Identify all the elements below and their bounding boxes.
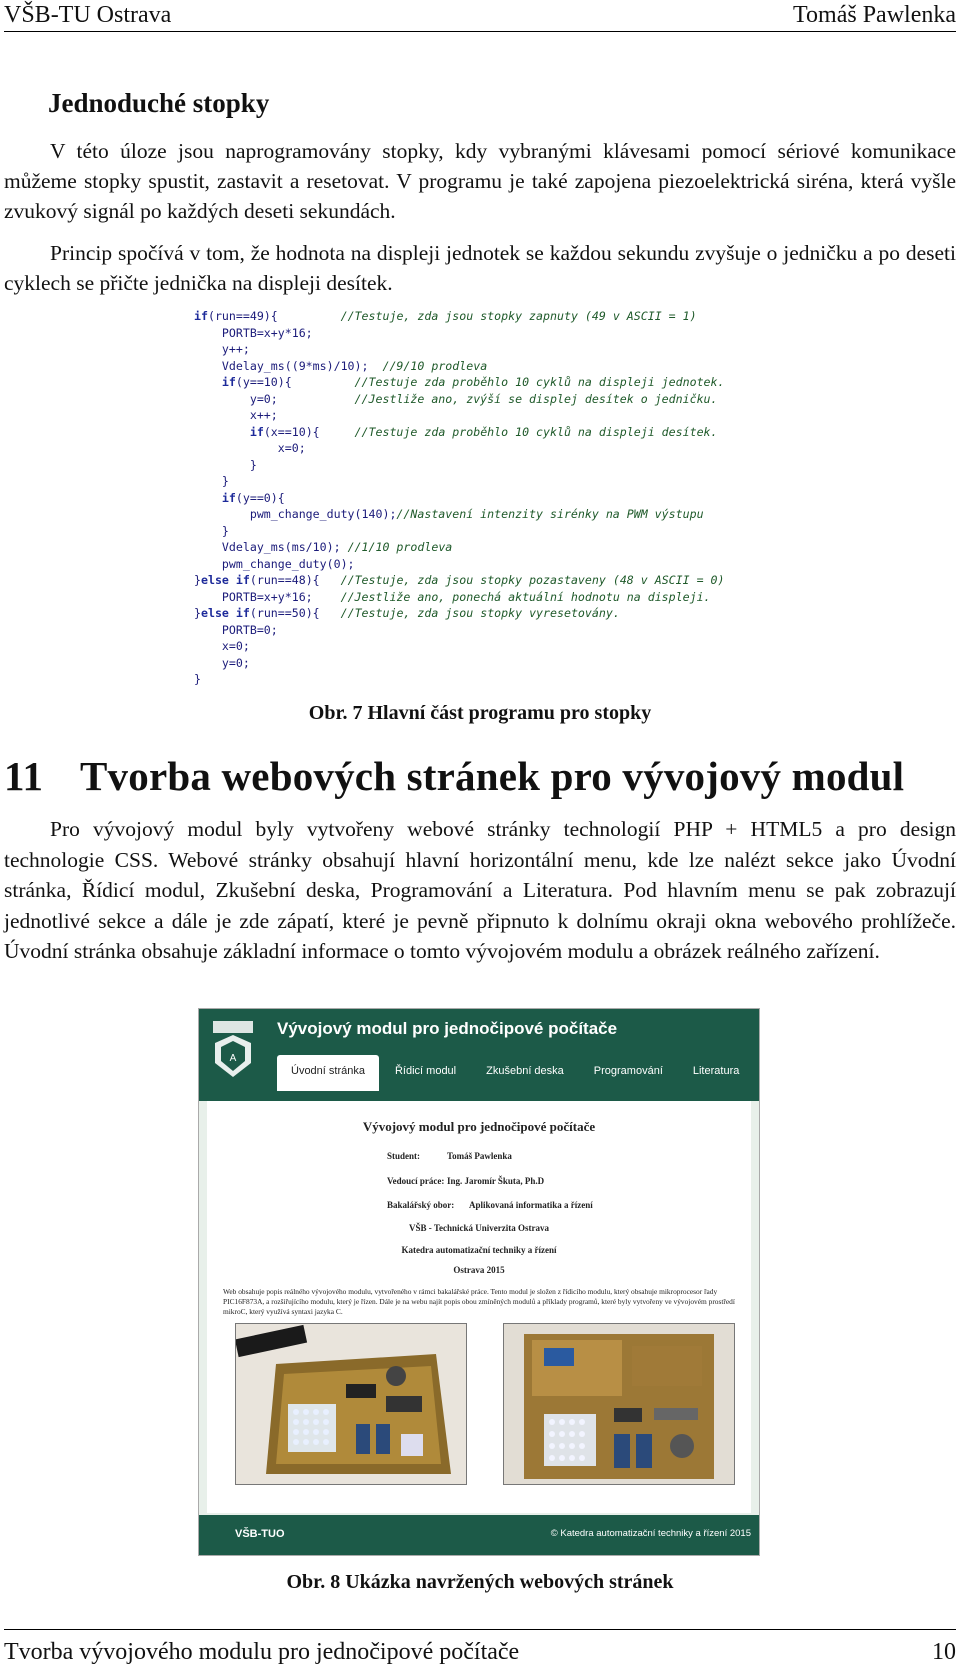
- footer-thesis-title: Tvorba vývojového modulu pro jednočipové počítače: [4, 1639, 520, 1665]
- header-author: Tomáš Pawlenka: [793, 2, 956, 28]
- website-description: Web obsahuje popis reálného vývojového modulu, vytvořeného v rámci bakalářské práce. Tento modul je složen z řídicího modulu, který obsahuje mikroprocesor řady PIC16F873A, a rozšiřujícího modulu, který je řízen. Dále je na webu najít popis obou zmíněných modulů a příklady programů, které byly vytvořeny ve vývojovém prostředí mikroC, který využívá syntaxi jazyka C.: [223, 1287, 735, 1316]
- code-line: [194, 589, 774, 606]
- code-text: Vdelay_ms((9*ms)/10);: [194, 358, 369, 373]
- code-listing: [194, 308, 774, 684]
- code-line: [194, 605, 774, 622]
- code-text: y++;: [194, 342, 250, 356]
- code-text: }: [194, 457, 257, 472]
- code-line: [194, 671, 774, 688]
- code-text: PORTB=0;: [194, 622, 278, 637]
- code-line: [194, 655, 774, 672]
- code-line: [194, 374, 774, 391]
- code-text: if(y==10){: [221, 375, 292, 389]
- code-line: [194, 341, 774, 358]
- website-title: Vývojový modul pro jednočipové počítače: [277, 1019, 618, 1038]
- figure-caption-7: Obr. 7 Hlavní část programu pro stopky: [308, 702, 652, 724]
- code-line: [194, 473, 774, 490]
- website-nav: [277, 1055, 753, 1091]
- code-line: [194, 539, 774, 556]
- code-line: [194, 325, 774, 342]
- code-line: [194, 638, 774, 655]
- supervisor-value: Ing. Jaromír Škuta, Ph.D: [447, 1176, 545, 1186]
- website-page-title: Vývojový modul pro jednočipové počítače: [362, 1119, 596, 1134]
- header-institution: VŠB-TU Ostrava: [4, 2, 172, 28]
- code-text: x=0;: [194, 639, 250, 653]
- place-year: Ostrava 2015: [453, 1265, 505, 1275]
- code-text: pwm_change_duty(140);: [194, 507, 397, 521]
- code-text: }else if(run==48){: [194, 573, 320, 587]
- device-photo-right: [503, 1323, 735, 1485]
- nav-tab-uvodni-stranka[interactable]: Úvodní stránka: [277, 1055, 379, 1091]
- student-label: Student:: [387, 1151, 421, 1161]
- code-line: [194, 358, 774, 375]
- paragraph-principle: Princip spočívá v tom, že hodnota na displeji jednotek se každou sekundu zvyšuje o jedničku a po deseti cyklech se přičte jednička na displeji desítek.: [4, 241, 956, 295]
- code-text: PORTB=x+y*16;: [194, 325, 313, 340]
- code-comment: //Testuje, zda jsou stopky vyresetovány.: [319, 606, 620, 620]
- page-header: [4, 0, 956, 32]
- nav-tab-literatura[interactable]: Literatura: [692, 1065, 740, 1077]
- code-comment: //Jestliže ano, ponechá aktuální hodnotu na displeji.: [312, 589, 711, 604]
- code-text: }else if(run==50){: [194, 606, 320, 620]
- university-name: VŠB - Technická Univerzita Ostrava: [408, 1223, 549, 1233]
- code-text: }: [194, 474, 229, 488]
- code-text: y=0;: [194, 655, 250, 670]
- paragraph-intro: V této úloze jsou naprogramovány stopky, kdy vybranými klávesami pomocí sériové komunikace můžeme stopky spustit, zastavit a resetovat. V programu je také zapojena piezoelektrická siréna, která vyšle zvukový signál po každých deseti sekundách.: [4, 139, 956, 223]
- chapter-heading: [4, 752, 904, 800]
- field-value: Aplikovaná informatika a řízení: [469, 1200, 593, 1210]
- code-text: }: [194, 523, 229, 538]
- code-text: x=0;: [194, 441, 306, 455]
- website-content: [207, 1101, 751, 1513]
- code-text: pwm_change_duty(0);: [194, 556, 355, 571]
- code-line: [194, 572, 774, 589]
- code-text: y=0;: [194, 391, 278, 406]
- code-line: [194, 407, 774, 424]
- code-text: x++;: [194, 408, 278, 422]
- field-row: [387, 1200, 593, 1210]
- code-comment: //Nastavení intenzity sirénky na PWM výstupu: [396, 507, 704, 521]
- student-row: [387, 1151, 512, 1161]
- code-text: }: [194, 672, 201, 686]
- page-footer: [4, 1629, 956, 1666]
- code-text: if(x==10){: [249, 424, 320, 439]
- page-number: 10: [932, 1639, 956, 1665]
- website-footer-left: VŠB-TUO: [235, 1528, 285, 1540]
- code-text: PORTB=x+y*16;: [194, 589, 313, 604]
- nav-tab-ridici-modul[interactable]: Řídicí modul: [394, 1065, 457, 1077]
- code-line: [194, 490, 774, 507]
- nav-tab-zkusebni-deska[interactable]: Zkušební deska: [486, 1065, 564, 1077]
- code-comment: //9/10 prodleva: [368, 358, 488, 373]
- code-comment: //Testuje zda proběhlo 10 cyklů na displeji desítek.: [319, 424, 718, 439]
- device-photo-left: [235, 1323, 467, 1485]
- code-line: [194, 424, 774, 441]
- student-value: Tomáš Pawlenka: [447, 1151, 512, 1161]
- code-comment: //Testuje, zda jsou stopky zapnuty (49 v ASCII = 1): [277, 309, 697, 323]
- code-line: [194, 457, 774, 474]
- code-line: [194, 391, 774, 408]
- paragraph-website: Pro vývojový modul byly vytvořeny webové stránky technologií PHP + HTML5 a pro design technologie CSS. Webové stránky obsahují hlavní horizontální menu, kde lze nalézt sekce jako Úvodní stránka, Řídicí modul, Zkušební deska, Programování a Literatura. Pod hlavním menu se pak zobrazují jednotlivé sekce a dále je zde zápatí, které je pevně připnuto k dolnímu okraji okna webového prohlížeče. Úvodní stránka obsahuje základní informace o tomto vývojovém modulu a obrázek reálného zařízení.: [4, 817, 956, 963]
- code-line: [194, 556, 774, 573]
- code-line: [194, 622, 774, 639]
- code-comment: //Jestliže ano, zvýší se displej desítek o jedničku.: [277, 391, 718, 406]
- nav-tab-programovani[interactable]: Programování: [593, 1065, 663, 1077]
- chapter-title: Tvorba webových stránek pro vývojový modul: [80, 753, 905, 799]
- section-heading: Jednoduché stopky: [48, 88, 270, 118]
- supervisor-label: Vedoucí práce:: [387, 1176, 445, 1186]
- code-text: if(y==0){: [221, 490, 285, 505]
- code-line: [194, 523, 774, 540]
- university-logo-icon: [211, 1019, 255, 1081]
- svg-text:A: A: [229, 1053, 237, 1064]
- website-footer: [199, 1515, 759, 1555]
- supervisor-row: [387, 1176, 544, 1186]
- department-name: Katedra automatizační techniky a řízení: [401, 1245, 557, 1255]
- code-comment: //1/10 prodleva: [340, 540, 453, 554]
- code-comment: //Testuje zda proběhlo 10 cyklů na displeji jednotek.: [291, 375, 725, 389]
- website-footer-right: © Katedra automatizační techniky a řízení 2015: [550, 1528, 751, 1539]
- website-header: [199, 1009, 759, 1101]
- code-text: if(run==49){: [194, 309, 278, 323]
- chapter-number: 11: [4, 753, 44, 799]
- code-text: Vdelay_ms(ms/10);: [194, 540, 341, 554]
- code-line: [194, 506, 774, 523]
- code-line: [194, 440, 774, 457]
- website-screenshot: [198, 1008, 760, 1556]
- field-label: Bakalářský obor:: [387, 1200, 455, 1210]
- code-line: [194, 308, 774, 325]
- figure-caption-8: Obr. 8 Ukázka navržených webových stránek: [286, 1571, 674, 1593]
- code-comment: //Testuje, zda jsou stopky pozastaveny (48 v ASCII = 0): [319, 573, 725, 587]
